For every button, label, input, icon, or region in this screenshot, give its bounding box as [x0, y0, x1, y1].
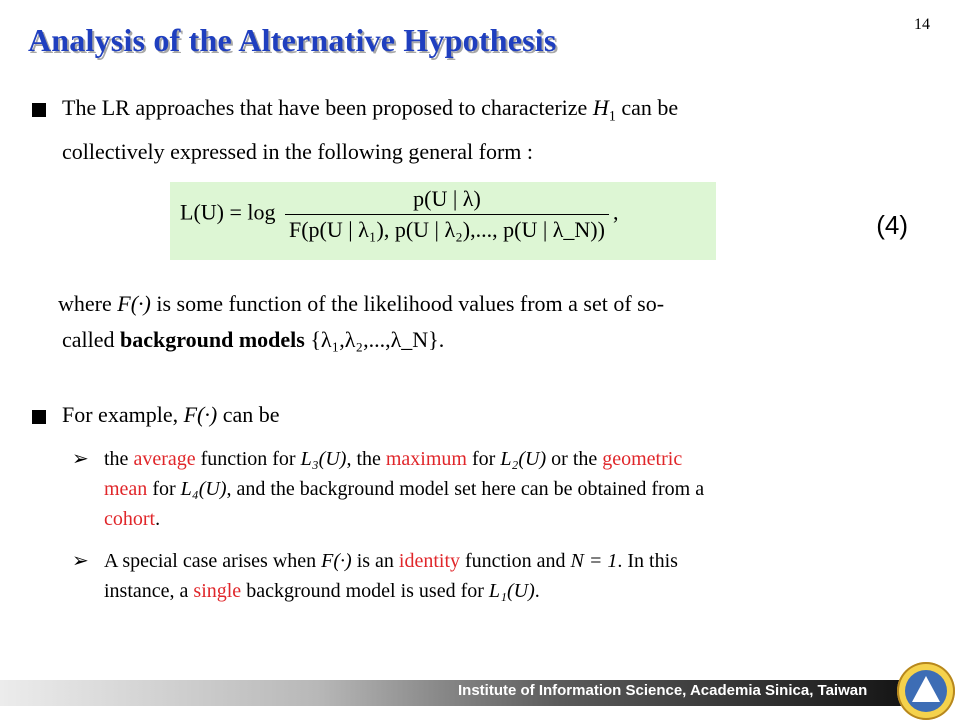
logo-triangle	[912, 676, 940, 702]
bullet2-f: F(·)	[183, 402, 218, 427]
l4-term: L₄(U)	[180, 478, 227, 500]
bullet1-line2: collectively expressed in the following general form :	[62, 139, 534, 165]
highlight-single: single	[193, 580, 242, 602]
sub1-t5: or the	[546, 448, 603, 470]
where-bold: background models	[120, 327, 305, 352]
h-subscript: 1	[608, 108, 616, 125]
highlight-geometric: geometric	[602, 448, 683, 470]
equation-denominator: F(p(U | λ₁), p(U | λ₂),..., p(U | λ_N))	[289, 217, 605, 242]
highlight-average: average	[133, 448, 196, 470]
n-term: N = 1	[570, 550, 618, 572]
sub1-t3: , the	[346, 448, 386, 470]
highlight-cohort: cohort	[104, 508, 156, 530]
sub1-t7: , and the background model set here can be obtained from a	[226, 478, 705, 500]
sub-bullet2-text	[104, 546, 904, 606]
sub2-t4: . In this	[617, 550, 678, 572]
where-end: .	[438, 327, 445, 352]
equation-numerator: p(U | λ)	[285, 186, 609, 215]
sub1-t2: function for	[195, 448, 301, 470]
sub2-t3: function and	[460, 550, 571, 572]
sub2-f: F(·)	[321, 550, 352, 572]
bullet-square	[32, 103, 46, 117]
slide-number: 14	[914, 16, 930, 33]
slide-title: Analysis of the Alternative Hypothesis	[28, 22, 557, 58]
where-p1: where	[58, 291, 118, 316]
arrow-bullet-icon: ➢	[72, 550, 89, 572]
highlight-mean: mean	[104, 478, 148, 500]
sub2-t2: is an	[351, 550, 399, 572]
l2-term: L₂(U)	[500, 448, 547, 470]
where-p3: called	[62, 327, 121, 352]
where-p2: is some function of the likelihood values from a set of so-	[150, 291, 665, 316]
where-set: {λ₁,λ₂,...,λ_N}	[310, 327, 439, 352]
sub1-t6: for	[147, 478, 181, 500]
equation-trail: ,	[612, 199, 619, 225]
highlight-maximum: maximum	[385, 448, 467, 470]
h-variable: H	[592, 95, 609, 120]
sub2-t1: A special case arises when	[104, 550, 322, 572]
sub-bullet1-text	[104, 444, 904, 534]
arrow-bullet-icon: ➢	[72, 448, 89, 470]
bullet1-text	[62, 90, 902, 170]
sub2-t5: instance, a	[104, 580, 194, 602]
bullet-square	[32, 410, 46, 424]
bullet1-line1-pre: The LR approaches that have been proposed to characterize	[62, 95, 593, 120]
where-f: F(·)	[117, 291, 151, 316]
sub1-t1: the	[104, 448, 134, 470]
highlight-identity: identity	[398, 550, 461, 572]
where-paragraph	[58, 286, 898, 358]
equation-fraction	[285, 186, 609, 243]
bullet2-text	[62, 397, 902, 433]
sub1-t4: for	[466, 448, 501, 470]
logo-inner	[905, 670, 947, 712]
sub2-t6: background model is used for	[241, 580, 489, 602]
footer-institution: Institute of Information Science, Academia Sinica, Taiwan	[458, 682, 868, 699]
equation-label: (4)	[876, 210, 908, 240]
l1-term: L₁(U)	[488, 580, 535, 602]
bullet1-line1-post: can be	[615, 95, 679, 120]
bullet2-post: can be	[217, 402, 280, 427]
equation-box	[170, 182, 716, 260]
sub2-t7: .	[534, 580, 540, 602]
institute-logo-icon	[897, 662, 955, 720]
bullet2-pre: For example,	[62, 402, 184, 427]
sub1-t8: .	[155, 508, 161, 530]
equation-lhs: L(U) = log	[180, 199, 276, 225]
l3-term: L₃(U)	[300, 448, 347, 470]
equation	[180, 186, 618, 243]
